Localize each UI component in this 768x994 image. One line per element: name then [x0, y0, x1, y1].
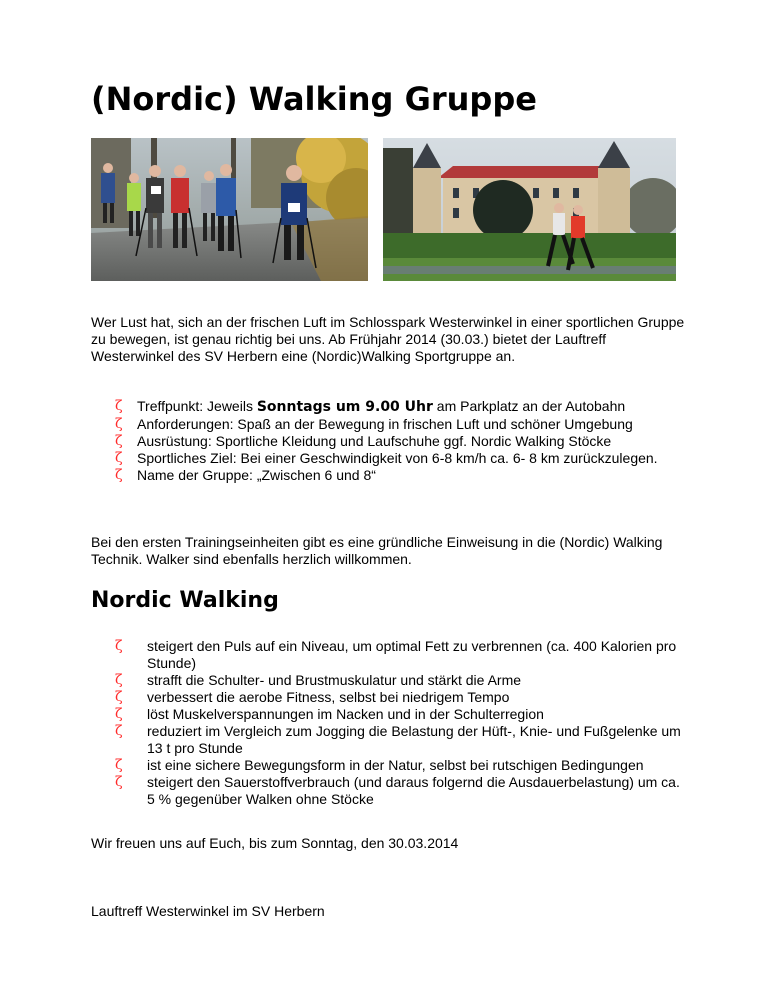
list-item-text: Sportliches Ziel: Bei einer Geschwindigkeit von 6-8 km/h ca. 6- 8 km zurückzulegen.	[137, 450, 658, 466]
list-item-text: Name der Gruppe: „Zwischen 6 und 8“	[137, 467, 376, 483]
walkers-photo	[91, 138, 368, 281]
list-item	[115, 706, 685, 723]
list-item-text: Ausrüstung: Sportliche Kleidung und Laufschuhe ggf. Nordic Walking Stöcke	[137, 433, 612, 449]
list-item	[115, 672, 685, 689]
list-item-text: löst Muskelverspannungen im Nacken und in der Schulterregion	[147, 706, 544, 722]
list-item-text: strafft die Schulter- und Brustmuskulatur und stärkt die Arme	[147, 672, 522, 688]
list-item-text: ist eine sichere Bewegungsform in der Natur, selbst bei rutschigen Bedingungen	[147, 757, 644, 773]
bullet-icon: ζ	[115, 774, 123, 790]
bullet-icon: ζ	[115, 450, 123, 466]
bullet-icon: ζ	[115, 672, 123, 688]
castle-runners-photo	[383, 138, 676, 281]
info-list	[115, 398, 685, 484]
list-item	[115, 416, 685, 433]
bullet-icon: ζ	[115, 757, 123, 773]
meeting-time: Sonntags um 9.00 Uhr	[256, 399, 433, 415]
list-item-text: Anforderungen: Spaß an der Bewegung in frischen Luft und schöner Umgebung	[137, 416, 633, 432]
list-item	[115, 723, 685, 757]
list-item	[115, 398, 685, 416]
bullet-icon: ζ	[115, 689, 123, 705]
list-item-text: steigert den Puls auf ein Niveau, um optimal Fett zu verbrennen (ca. 400 Kalorien pro Stunde)	[147, 638, 677, 671]
benefits-list	[115, 638, 685, 808]
bullet-icon: ζ	[115, 467, 123, 483]
list-item	[115, 467, 685, 484]
bullet-icon: ζ	[115, 706, 123, 722]
list-item	[115, 689, 685, 706]
list-item-text: Treffpunkt: Jeweils	[137, 398, 257, 414]
document-title: (Nordic) Walking Gruppe	[91, 80, 537, 118]
list-item-text: am Parkplatz an der Autobahn	[432, 398, 626, 414]
bullet-icon: ζ	[115, 416, 123, 432]
list-item	[115, 450, 685, 467]
closing-paragraph: Wir freuen uns auf Euch, bis zum Sonntag, den 30.03.2014	[91, 835, 459, 851]
list-item	[115, 757, 685, 774]
footer-signature: Lauftreff Westerwinkel im SV Herbern	[91, 903, 325, 919]
section-heading: Nordic Walking	[91, 588, 279, 613]
bullet-icon: ζ	[115, 398, 123, 414]
list-item-text: steigert den Sauerstoffverbrauch (und daraus folgernd die Ausdauerbelastung) um ca. 5 % gegenüber Walken ohne Stöcke	[147, 774, 680, 807]
list-item	[115, 774, 685, 808]
list-item-text: reduziert im Vergleich zum Jogging die Belastung der Hüft-, Knie- und Fußgelenke um 13 t pro Stunde	[147, 723, 681, 756]
training-paragraph: Bei den ersten Trainingseinheiten gibt es eine gründliche Einweisung in die (Nordic) Walking Technik. Walker sind ebenfalls herzlich willkommen.	[91, 534, 663, 567]
bullet-icon: ζ	[115, 723, 123, 739]
bullet-icon: ζ	[115, 638, 123, 654]
bullet-icon: ζ	[115, 433, 123, 449]
list-item	[115, 638, 685, 672]
list-item-text: verbessert die aerobe Fitness, selbst bei niedrigem Tempo	[147, 689, 510, 705]
intro-paragraph: Wer Lust hat, sich an der frischen Luft im Schlosspark Westerwinkel in einer sportlichen Gruppe zu bewegen, ist genau richtig bei uns. Ab Frühjahr 2014 (30.03.) bietet der Lauftreff Westerwinkel des SV Herbern eine (Nordic)Walking Sportgruppe an.	[91, 314, 685, 364]
list-item	[115, 433, 685, 450]
